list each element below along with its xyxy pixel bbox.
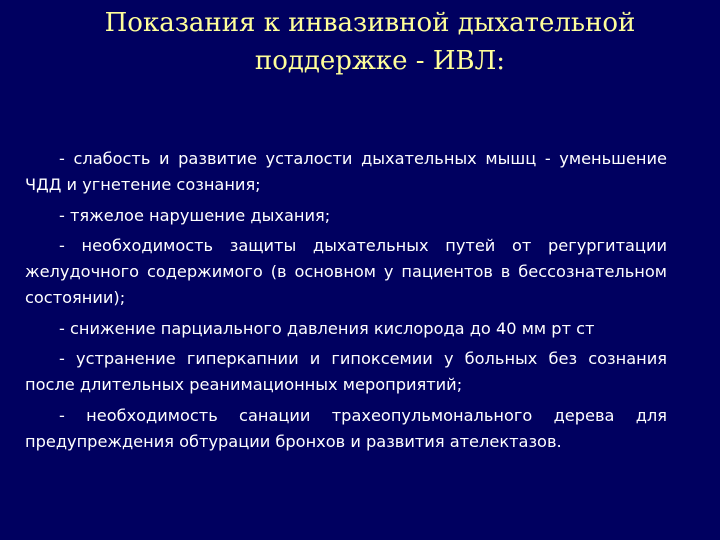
slide-title-line-2: поддержке - ИВЛ: [254,46,506,76]
slide-title-line-1: Показания к инвазивной дыхательной [104,8,636,38]
indication-item: - необходимость защиты дыхательных путей от регургитации желудочного содержимого (в основном у пациентов в бессознательном состоянии); [25,236,667,307]
indication-item: - устранение гиперкапнии и гипоксемии у больных без сознания после длительных реанимационных мероприятий; [25,349,667,394]
indication-item: - тяжелое нарушение дыхания; [59,205,331,225]
indications-list [25,146,667,459]
indication-item: - необходимость санации трахеопульмонального дерева для предупреждения обтурации бронхов и развития ателектазов. [25,405,667,451]
indication-item: - слабость и развитие усталости дыхательных мышц - уменьшение ЧДД и угнетение сознания; [25,149,667,194]
indication-item: - снижение парциального давления кислорода до 40 мм рт ст [59,318,595,338]
slide-title [0,4,720,80]
